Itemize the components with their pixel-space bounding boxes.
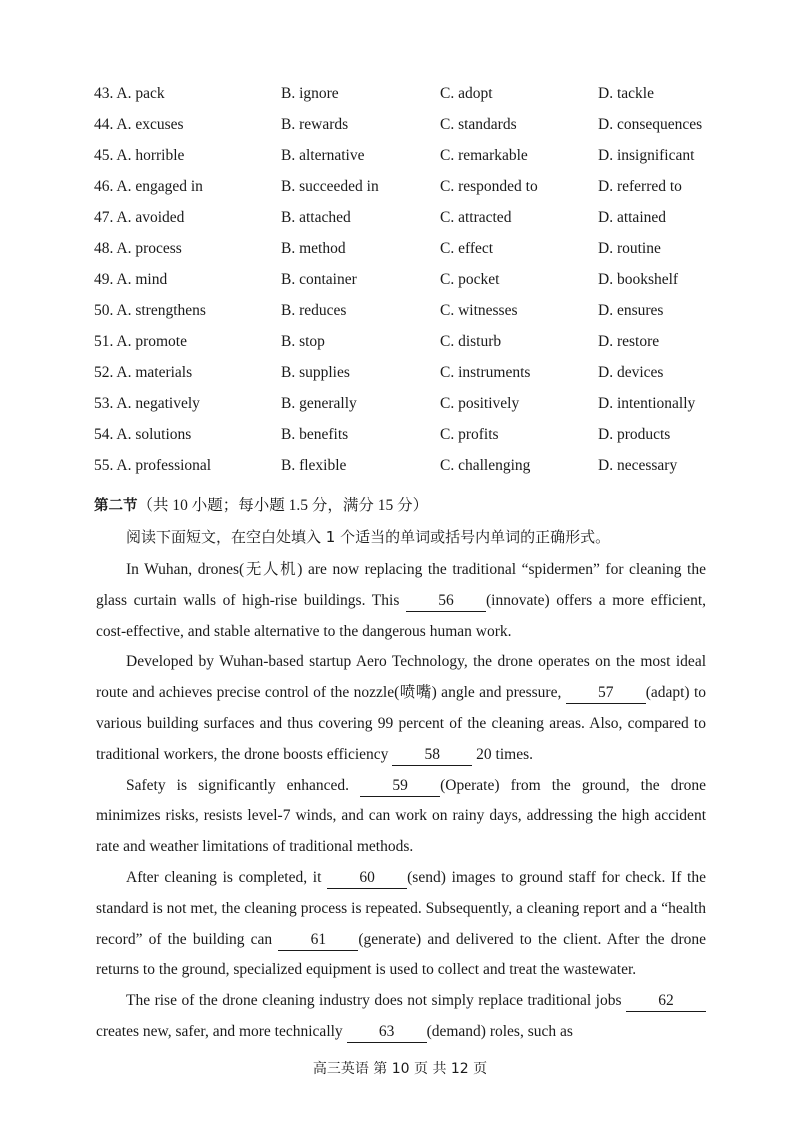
option-row xyxy=(94,361,734,392)
options-table xyxy=(94,82,734,485)
blank-60: 60 xyxy=(327,868,407,889)
option-b: B. container xyxy=(281,271,357,288)
option-c: C. attracted xyxy=(440,209,512,226)
option-a: 55. A. professional xyxy=(94,457,212,474)
option-d: D. consequences xyxy=(598,116,703,133)
option-c: C. responded to xyxy=(440,178,538,195)
option-b: B. flexible xyxy=(281,457,347,474)
paragraph-3 xyxy=(96,771,706,863)
option-d: D. insignificant xyxy=(598,147,695,164)
option-c: C. positively xyxy=(440,395,520,412)
option-c: C. challenging xyxy=(440,457,531,474)
option-d: D. attained xyxy=(598,209,667,226)
text: (innovate) offers a more efficient, cost-effective, and stable alternative to the dangerous human work. xyxy=(96,591,706,640)
option-d: D. referred to xyxy=(598,178,682,195)
blank-61: 61 xyxy=(278,930,358,951)
option-b: B. generally xyxy=(281,395,357,412)
text: Developed by Wuhan-based startup Aero Technology, the drone operates on the most ideal route and achieves precise control of the nozzle(喷嘴) angle and pressure, xyxy=(96,653,706,702)
option-a: 43. A. pack xyxy=(94,85,165,102)
option-row xyxy=(94,206,734,237)
option-c: C. pocket xyxy=(440,271,500,288)
passage xyxy=(96,555,706,1048)
text: In Wuhan, drones(无人机) are now replacing the traditional “spidermen” for cleaning the glass curtain walls of high-rise buildings. This xyxy=(96,561,706,609)
option-d: D. ensures xyxy=(598,302,664,319)
option-b: B. rewards xyxy=(281,116,349,133)
option-a: 54. A. solutions xyxy=(94,426,192,443)
text: (Operate) from the ground, the drone minimizes risks, resists level-7 winds, and can work on rainy days, addressing the high accident rate and weather limitations of traditional methods. xyxy=(96,776,706,856)
blank-57: 57 xyxy=(566,683,646,704)
option-d: D. intentionally xyxy=(598,395,696,412)
option-row xyxy=(94,392,734,423)
paragraph-2 xyxy=(96,647,706,770)
option-d: D. restore xyxy=(598,333,660,350)
option-b: B. benefits xyxy=(281,426,349,443)
section-title xyxy=(94,494,428,518)
text: (demand) roles, such as xyxy=(426,1022,573,1040)
option-c: C. adopt xyxy=(440,85,493,102)
option-a: 52. A. materials xyxy=(94,364,193,381)
option-a: 44. A. excuses xyxy=(94,116,184,133)
option-d: D. tackle xyxy=(598,85,654,102)
paragraph-5 xyxy=(96,986,706,1048)
text: (adapt) to various building surfaces and thus covering 99 percent of the cleaning areas. Also, compared to traditional workers, the drone boosts efficiency xyxy=(96,684,706,763)
option-b: B. stop xyxy=(281,333,325,350)
option-row xyxy=(94,299,734,330)
section-instruction: 阅读下面短文，在空白处填入 1 个适当的单词或括号内单词的正确形式。 xyxy=(126,528,611,546)
text: The rise of the drone cleaning industry does not simply replace traditional jobs xyxy=(126,992,626,1010)
blank-56: 56 xyxy=(406,591,486,612)
option-b: B. method xyxy=(281,240,346,257)
option-b: B. alternative xyxy=(281,147,365,164)
option-d: D. bookshelf xyxy=(598,271,679,288)
option-d: D. devices xyxy=(598,364,664,381)
text: 20 times. xyxy=(472,745,533,763)
option-d: D. routine xyxy=(598,240,661,257)
option-row xyxy=(94,82,734,113)
option-a: 48. A. process xyxy=(94,240,182,257)
option-row xyxy=(94,330,734,361)
option-b: B. ignore xyxy=(281,85,339,102)
option-d: D. products xyxy=(598,426,671,443)
section-heading: 第二节 xyxy=(94,498,138,514)
option-c: C. standards xyxy=(440,116,517,133)
option-b: B. reduces xyxy=(281,302,347,319)
option-row xyxy=(94,268,734,299)
option-a: 51. A. promote xyxy=(94,333,187,350)
option-row xyxy=(94,237,734,268)
option-b: B. succeeded in xyxy=(281,178,379,195)
option-a: 49. A. mind xyxy=(94,271,168,288)
option-c: C. disturb xyxy=(440,333,502,350)
section-note: （共 10 小题；每小题 1.5 分，满分 15 分） xyxy=(137,497,429,514)
text: Safety is significantly enhanced. xyxy=(126,776,361,794)
option-c: C. effect xyxy=(440,240,494,257)
blank-59: 59 xyxy=(360,776,440,797)
option-c: C. profits xyxy=(440,426,499,443)
option-c: C. witnesses xyxy=(440,302,518,319)
option-d: D. necessary xyxy=(598,457,678,474)
option-row xyxy=(94,175,734,206)
option-a: 46. A. engaged in xyxy=(94,178,203,195)
option-a: 45. A. horrible xyxy=(94,147,185,164)
option-a: 50. A. strengthens xyxy=(94,302,206,319)
option-row xyxy=(94,113,734,144)
option-a: 47. A. avoided xyxy=(94,209,185,226)
option-b: B. supplies xyxy=(281,364,350,381)
option-c: C. remarkable xyxy=(440,147,528,164)
paragraph-4 xyxy=(96,863,706,986)
blank-63: 63 xyxy=(347,1022,427,1043)
text: (send) images to ground staff for check. If the standard is not met, the cleaning process is repeated. Subsequently, a cleaning report and a “health record” of the building can xyxy=(96,868,706,948)
blank-62: 62 xyxy=(626,991,706,1012)
page-footer: 高三英语 第 10 页 共 12 页 xyxy=(312,1061,488,1077)
option-row xyxy=(94,144,734,175)
paragraph-1 xyxy=(96,555,706,647)
text: (generate) and delivered to the client. After the drone returns to the ground, specialized equipment is used to collect and treat the wastewater. xyxy=(96,930,706,979)
text: After cleaning is completed, it xyxy=(126,868,328,886)
blank-58: 58 xyxy=(392,745,472,766)
option-row xyxy=(94,454,734,485)
text: creates new, safer, and more technically xyxy=(96,1022,347,1040)
option-b: B. attached xyxy=(281,209,351,226)
option-c: C. instruments xyxy=(440,364,531,381)
option-row xyxy=(94,423,734,454)
option-a: 53. A. negatively xyxy=(94,395,200,412)
